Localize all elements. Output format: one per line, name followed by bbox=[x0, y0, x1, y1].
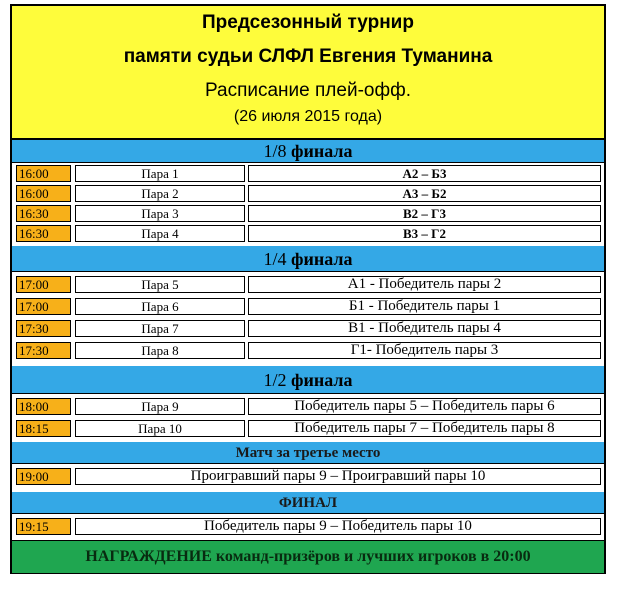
section-word: финала bbox=[291, 370, 353, 390]
match-pair: Пара 3 bbox=[75, 205, 245, 222]
match-teams: А3 – Б2 bbox=[248, 185, 601, 202]
section-number: 1/4 bbox=[263, 249, 287, 269]
section-number: 1/8 bbox=[263, 141, 287, 161]
match-teams: Б1 - Победитель пары 1 bbox=[248, 298, 601, 315]
match-pair: Пара 8 bbox=[75, 342, 245, 359]
match-row bbox=[12, 340, 604, 360]
section-word: финала bbox=[291, 249, 353, 269]
section-word: финала bbox=[291, 141, 353, 161]
match-teams: А1 - Победитель пары 2 bbox=[248, 276, 601, 293]
match-pair: Пара 9 bbox=[75, 398, 245, 415]
match-time: 17:30 bbox=[16, 320, 71, 337]
header-banner bbox=[12, 6, 604, 140]
match-pair: Пара 4 bbox=[75, 225, 245, 242]
match-time: 16:30 bbox=[16, 225, 71, 242]
match-pair: Пара 2 bbox=[75, 185, 245, 202]
match-time: 17:30 bbox=[16, 342, 71, 359]
section-final: ФИНАЛ bbox=[12, 492, 604, 514]
match-teams: Победитель пары 5 – Победитель пары 6 bbox=[248, 398, 601, 415]
match-pair: Пара 7 bbox=[75, 320, 245, 337]
match-teams: А2 – Б3 bbox=[248, 165, 601, 182]
match-teams: Г1- Победитель пары 3 bbox=[248, 342, 601, 359]
match-row bbox=[12, 274, 604, 294]
match-row bbox=[12, 466, 604, 486]
schedule-sheet bbox=[10, 4, 606, 574]
match-time: 19:15 bbox=[16, 518, 71, 535]
match-row bbox=[12, 296, 604, 316]
match-pair: Пара 10 bbox=[75, 420, 245, 437]
match-time: 19:00 bbox=[16, 468, 71, 485]
match-row bbox=[12, 183, 604, 203]
header-date: (26 июля 2015 года) bbox=[233, 108, 383, 125]
match-row bbox=[12, 203, 604, 223]
section-quarterfinals bbox=[12, 246, 604, 272]
match-teams: В1 - Победитель пары 4 bbox=[248, 320, 601, 337]
match-teams: Проигравший пары 9 – Проигравший пары 10 bbox=[75, 468, 601, 485]
match-time: 16:00 bbox=[16, 185, 71, 202]
match-time: 18:15 bbox=[16, 420, 71, 437]
section-third-place: Матч за третье место bbox=[12, 442, 604, 464]
match-time: 16:00 bbox=[16, 165, 71, 182]
match-row bbox=[12, 223, 604, 243]
match-teams: Победитель пары 9 – Победитель пары 10 bbox=[75, 518, 601, 535]
section-number: 1/2 bbox=[263, 370, 287, 390]
match-pair: Пара 5 bbox=[75, 276, 245, 293]
match-pair: Пара 1 bbox=[75, 165, 245, 182]
match-row bbox=[12, 396, 604, 416]
header-schedule: Расписание плей-офф. bbox=[204, 80, 412, 101]
header-title: Предсезонный турнир bbox=[202, 12, 414, 33]
match-row bbox=[12, 318, 604, 338]
match-row bbox=[12, 418, 604, 438]
section-round-of-16 bbox=[12, 140, 604, 163]
match-teams: В3 – Г2 bbox=[248, 225, 601, 242]
match-time: 18:00 bbox=[16, 398, 71, 415]
match-teams: В2 – Г3 bbox=[248, 205, 601, 222]
match-time: 17:00 bbox=[16, 276, 71, 293]
header-subtitle: памяти судьи СЛФЛ Евгения Туманина bbox=[123, 46, 493, 67]
award-banner: НАГРАЖДЕНИЕ команд-призёров и лучших игроков в 20:00 bbox=[12, 540, 604, 573]
match-row bbox=[12, 163, 604, 183]
match-teams: Победитель пары 7 – Победитель пары 8 bbox=[248, 420, 601, 437]
match-time: 17:00 bbox=[16, 298, 71, 315]
match-pair: Пара 6 bbox=[75, 298, 245, 315]
match-time: 16:30 bbox=[16, 205, 71, 222]
section-semifinals bbox=[12, 366, 604, 394]
match-row bbox=[12, 516, 604, 536]
